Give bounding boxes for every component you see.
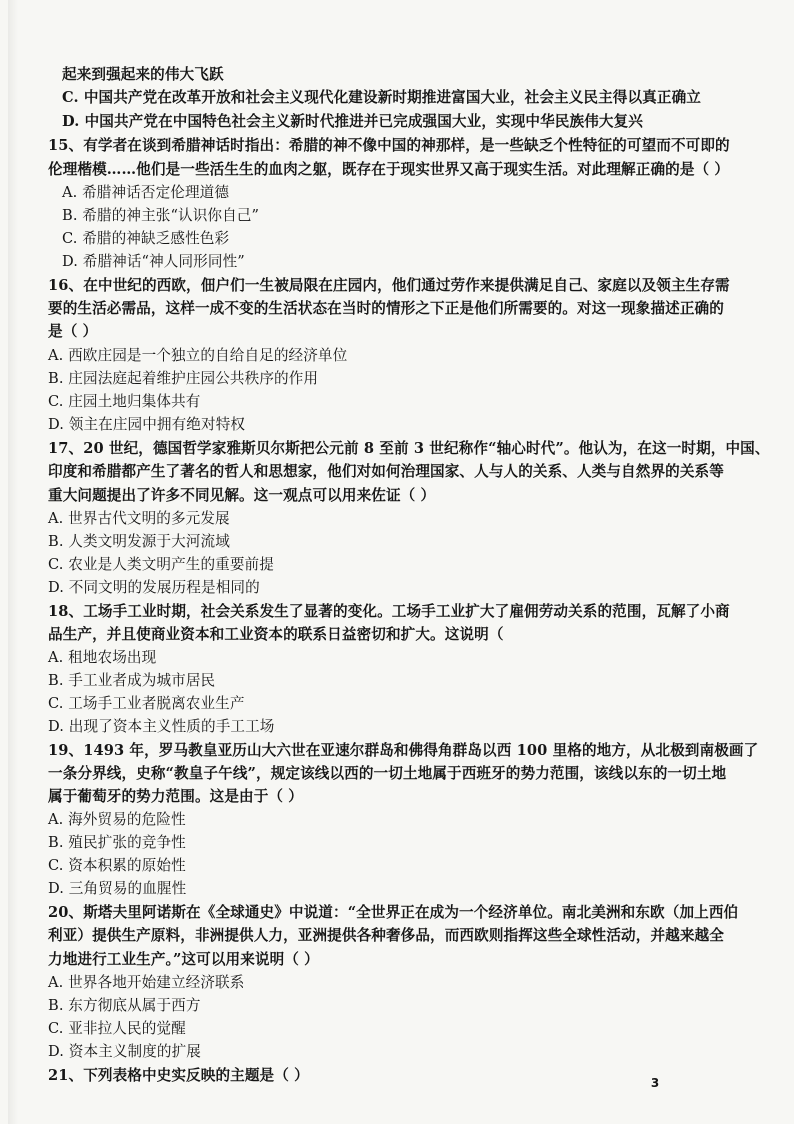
question-15-stem: 伦理楷模……他们是一些活生生的血肉之躯，既存在于现实世界又高于现实生活。对此理解正确的是（ ） bbox=[48, 161, 730, 178]
option-d: D. 希腊神话“神人同形同性” bbox=[62, 253, 245, 270]
option-d: D. 不同文明的发展历程是相同的 bbox=[48, 579, 260, 596]
option-a: A. 世界古代文明的多元发展 bbox=[48, 510, 230, 527]
question-16-stem: 16、在中世纪的西欧，佃户们一生被局限在庄园内，他们通过劳作来提供满足自己、家庭以及领主生存需 bbox=[48, 277, 730, 294]
option-b: B. 庄园法庭起着维护庄园公共秩序的作用 bbox=[48, 370, 319, 387]
scan-edge-shadow bbox=[8, 0, 18, 1124]
question-20-stem: 力地进行工业生产。”这可以用来说明（ ） bbox=[48, 951, 319, 968]
question-17-stem: 印度和希腊都产生了著名的哲人和思想家，他们对如何治理国家、人与人的关系、人类与自然界的关系等 bbox=[48, 463, 724, 480]
question-19-stem: 19、1493 年，罗马教皇亚历山大六世在亚速尔群岛和佛得角群岛以西 100 里格的地方，从北极到南极画了 bbox=[48, 742, 759, 759]
option-c: C. 亚非拉人民的觉醒 bbox=[48, 1020, 186, 1037]
option-c: C. 希腊的神缺乏感性色彩 bbox=[62, 230, 230, 247]
option-c: C. 工场手工业者脱离农业生产 bbox=[48, 695, 245, 712]
option-c: C. 庄园土地归集体共有 bbox=[48, 393, 201, 410]
option-c: C. 农业是人类文明产生的重要前提 bbox=[48, 556, 274, 573]
question-19-stem: 一条分界线，史称“教皇子午线”，规定该线以西的一切土地属于西班牙的势力范围，该线以东的一切土地 bbox=[48, 765, 727, 782]
option-d: D. 资本主义制度的扩展 bbox=[48, 1043, 202, 1060]
page-number: 3 bbox=[650, 1076, 660, 1090]
option-a: A. 海外贸易的危险性 bbox=[48, 811, 186, 828]
option-b: B. 希腊的神主张“认识你自己” bbox=[62, 207, 260, 224]
option-a: A. 希腊神话否定伦理道德 bbox=[62, 184, 230, 201]
option-a: A. 租地农场出现 bbox=[48, 649, 157, 666]
option-d: D. 三角贸易的血腥性 bbox=[48, 880, 187, 897]
text-line: D. 中国共产党在中国特色社会主义新时代推进并已完成强国大业，实现中华民族伟大复兴 bbox=[62, 113, 643, 130]
option-a: A. 世界各地开始建立经济联系 bbox=[48, 974, 245, 991]
question-17-stem: 17、20 世纪，德国哲学家雅斯贝尔斯把公元前 8 至前 3 世纪称作“轴心时代”。他认为，在这一时期，中国、 bbox=[48, 440, 770, 457]
option-d: D. 领主在庄园中拥有绝对特权 bbox=[48, 416, 246, 433]
option-b: B. 东方彻底从属于西方 bbox=[48, 997, 201, 1014]
question-17-stem: 重大问题提出了许多不同见解。这一观点可以用来佐证（ ） bbox=[48, 487, 436, 504]
question-15-stem: 15、有学者在谈到希腊神话时指出：希腊的神不像中国的神那样，是一些缺乏个性特征的可望而不可即的 bbox=[48, 137, 730, 154]
question-18-stem: 18、工场手工业时期，社会关系发生了显著的变化。工场手工业扩大了雇佣劳动关系的范围，瓦解了小商 bbox=[48, 603, 730, 620]
question-20-stem: 20、斯塔夫里阿诺斯在《全球通史》中说道：“全世界正在成为一个经济单位。南北美洲和东欧（加上西伯 bbox=[48, 904, 739, 921]
option-a: A. 西欧庄园是一个独立的自给自足的经济单位 bbox=[48, 347, 348, 364]
option-b: B. 手工业者成为城市居民 bbox=[48, 672, 216, 689]
text-line: 起来到强起来的伟大飞跃 bbox=[62, 66, 224, 83]
question-16-stem: 是（ ） bbox=[48, 323, 98, 340]
option-b: B. 殖民扩张的竞争性 bbox=[48, 834, 186, 851]
text-line: C. 中国共产党在改革开放和社会主义现代化建设新时期推进富国大业，社会主义民主得以真正确立 bbox=[62, 89, 701, 106]
option-c: C. 资本积累的原始性 bbox=[48, 857, 186, 874]
question-16-stem: 要的生活必需品，这样一成不变的生活状态在当时的情形之下正是他们所需要的。对这一现象描述正确的 bbox=[48, 300, 724, 317]
question-20-stem: 利亚）提供生产原料，非洲提供人力，亚洲提供各种奢侈品，而西欧则指挥这些全球性活动，并越来越全 bbox=[48, 927, 724, 944]
question-21-stem: 21、下列表格中史实反映的主题是（ ） bbox=[48, 1067, 309, 1084]
option-b: B. 人类文明发源于大河流域 bbox=[48, 533, 230, 550]
option-d: D. 出现了资本主义性质的手工工场 bbox=[48, 718, 275, 735]
question-18-stem: 品生产，并且使商业资本和工业资本的联系日益密切和扩大。这说明（ bbox=[48, 626, 504, 643]
question-19-stem: 属于葡萄牙的势力范围。这是由于（ ） bbox=[48, 788, 303, 805]
